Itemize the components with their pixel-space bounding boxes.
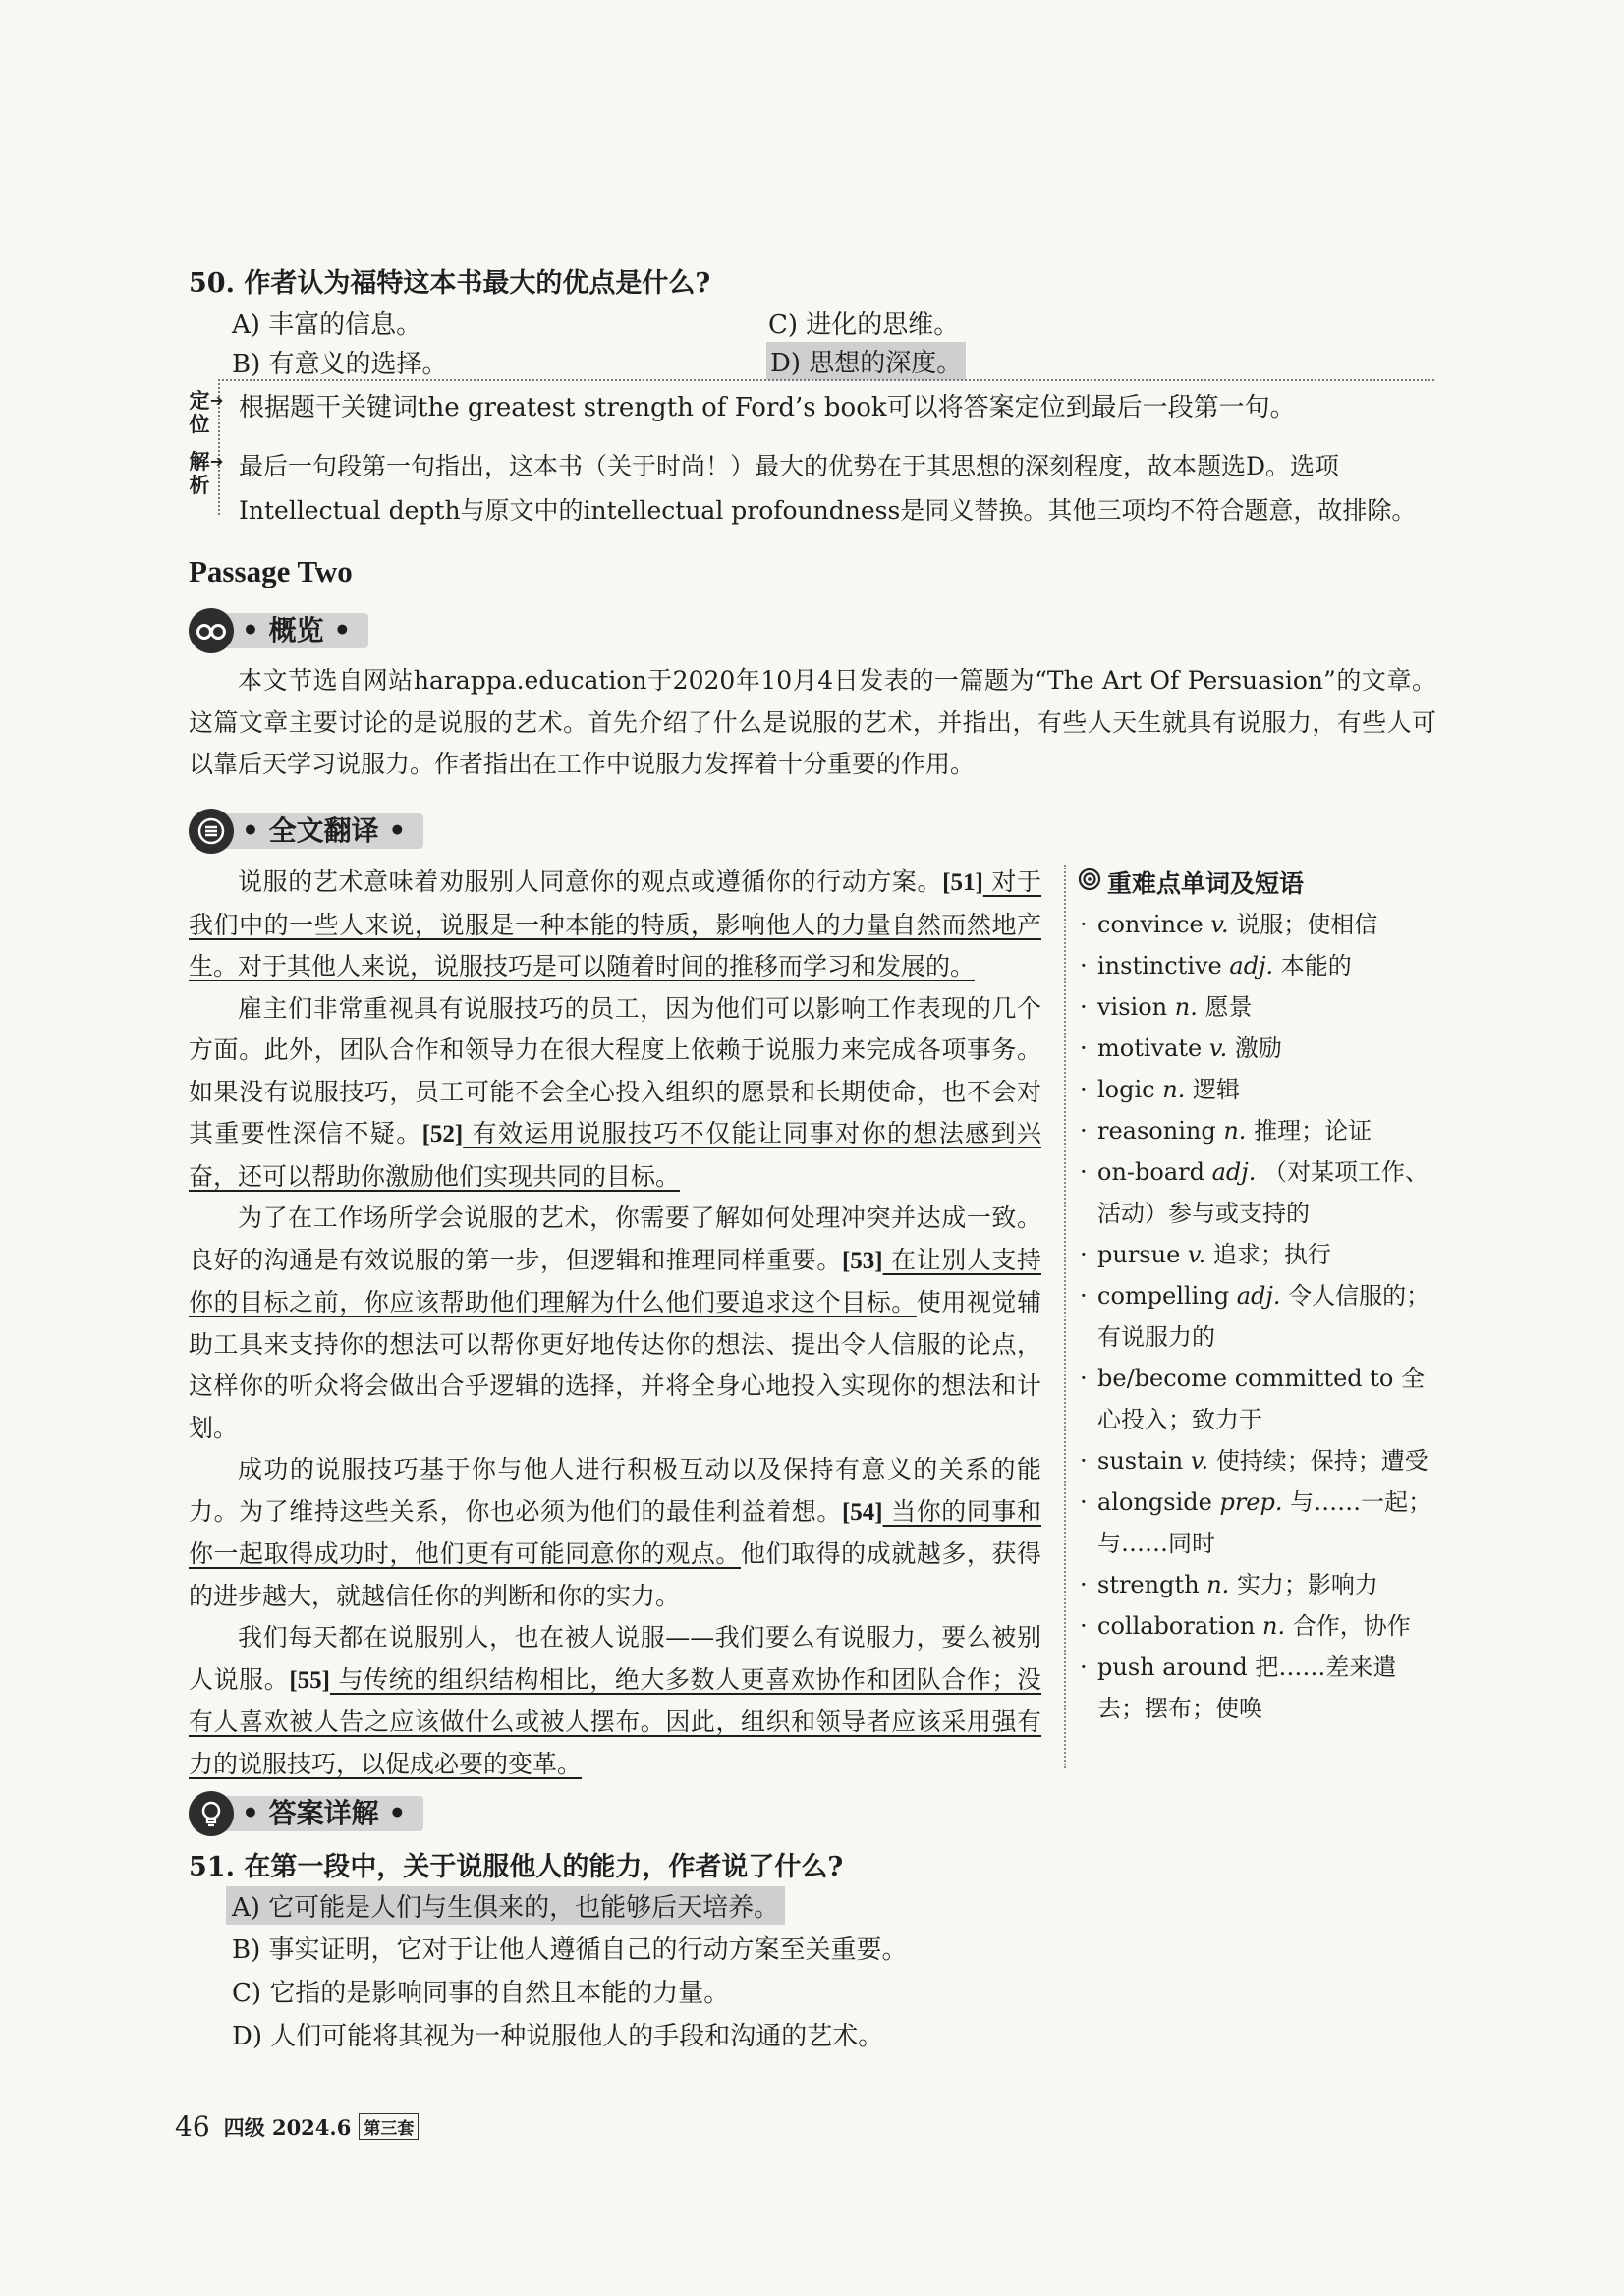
vocab-title: 重难点单词及短语 xyxy=(1078,865,1441,900)
answers-label: • 答案详解 • xyxy=(220,1796,423,1831)
vocab-item xyxy=(1078,1234,1441,1275)
vocab-item xyxy=(1078,1275,1441,1358)
vocab-meaning: 追求；执行 xyxy=(1212,1241,1331,1268)
overview-text: 本文节选自网站harappa.education于2020年10月4日发表的一篇题为“The Art Of Persuasion”的文章。这篇文章主要讨论的是说服的艺术。首先介绍了什么是说服的艺术，并指出，有些人天生就具有说服力，有些人可以靠后天学习说服力。作者指出在工作中说服力发挥着十分重要的作用。 xyxy=(189,666,1436,778)
overview-header xyxy=(189,607,368,654)
vocab-word: alongside xyxy=(1097,1488,1212,1516)
vocab-pos: v. xyxy=(1190,1447,1209,1475)
vocab-item xyxy=(1078,1482,1441,1564)
vocab-word: logic xyxy=(1097,1076,1155,1103)
vocab-item xyxy=(1078,1358,1441,1440)
analysis-top-border xyxy=(218,379,1434,381)
bullet: · xyxy=(1080,1365,1088,1392)
q51-option-a-selected: A) 它可能是人们与生俱来的，也能够后天培养。 xyxy=(226,1886,785,1925)
overview-label: • 概览 • xyxy=(220,613,368,648)
bullet: · xyxy=(1080,1282,1088,1310)
bullet: · xyxy=(1080,1571,1088,1598)
vocab-word: strength xyxy=(1097,1571,1200,1598)
vocab-item xyxy=(1078,1647,1441,1729)
vocab-word: be/become committed to xyxy=(1097,1365,1394,1392)
q50-option-d-selected: D) 思想的深度。 xyxy=(766,342,966,380)
answers-header xyxy=(189,1790,423,1837)
vocab-pos: adj. xyxy=(1236,1282,1281,1310)
vocab-pos: v. xyxy=(1187,1241,1206,1268)
bullet: · xyxy=(1080,993,1088,1021)
vocab-word: instinctive xyxy=(1097,952,1222,980)
bullet: · xyxy=(1080,1158,1088,1186)
vocab-meaning: 本能的 xyxy=(1280,952,1352,980)
translation-paragraph-5: 我们每天都在说服别人，也在被人说服——我们要么有说服力，要么被别人说服。[55] 与传统的组织结构相比，绝大多数人更喜欢协作和团队合作；没有人喜欢被人告之应该做什么或被人摆布。因此，组织和领导者应该采用强有力的说服技巧，以促成必要的变革。 xyxy=(189,1623,1041,1778)
vocab-pos: n. xyxy=(1206,1571,1230,1598)
vocab-pos: n. xyxy=(1262,1612,1286,1640)
translation-label: • 全文翻译 • xyxy=(220,813,423,849)
document-icon xyxy=(189,809,234,854)
vocab-meaning: 愿景 xyxy=(1204,993,1253,1021)
page-footer xyxy=(175,2110,419,2143)
vocab-pos: adj. xyxy=(1211,1158,1257,1186)
vocab-word: pursue xyxy=(1097,1241,1181,1268)
vocab-word: vision xyxy=(1097,993,1168,1021)
vocab-meaning: 推理；论证 xyxy=(1254,1117,1372,1145)
vocab-word: reasoning xyxy=(1097,1117,1216,1145)
vocab-pos: prep. xyxy=(1219,1488,1283,1516)
bullet: · xyxy=(1080,1612,1088,1640)
vocab-word: convince xyxy=(1097,911,1204,938)
locate-arrow-icon: ➔ xyxy=(210,391,224,410)
vocab-word: motivate xyxy=(1097,1035,1203,1062)
vocab-word: sustain xyxy=(1097,1447,1184,1475)
vocab-item xyxy=(1078,1605,1441,1647)
page-number: 46 xyxy=(175,2110,210,2143)
vocab-item xyxy=(1078,1069,1441,1110)
vocab-item xyxy=(1078,1028,1441,1069)
set-badge: 第三套 xyxy=(359,2113,419,2140)
bullet: · xyxy=(1080,1035,1088,1062)
vocab-pos: n. xyxy=(1162,1076,1186,1103)
vocab-item xyxy=(1078,1564,1441,1605)
glasses-icon xyxy=(189,608,234,653)
vocab-list xyxy=(1078,904,1441,1729)
translation-paragraph-3: 为了在工作场所学会说服的艺术，你需要了解如何处理冲突并达成一致。良好的沟通是有效说服的第一步，但逻辑和推理同样重要。[53] 在让别人支持你的目标之前，你应该帮助他们理解为什么他们要追求这个目标。使用视觉辅助工具来支持你的想法可以帮你更好地传达你的想法、提出令人信服的论点，这样你的听众将会做出合乎逻辑的选择，并将全身心地投入实现你的想法和计划。 xyxy=(189,1204,1041,1442)
translation-body xyxy=(189,862,1041,1785)
vocab-item xyxy=(1078,1151,1441,1234)
translation-header xyxy=(189,808,423,855)
vocab-pos: v. xyxy=(1208,1035,1228,1062)
bullet: · xyxy=(1080,1117,1088,1145)
bullet: · xyxy=(1080,1241,1088,1268)
vocab-item xyxy=(1078,1110,1441,1151)
exam-label: 四级 2024.6 xyxy=(223,2114,352,2140)
vocab-word: push around xyxy=(1097,1653,1248,1681)
bullet: · xyxy=(1080,1076,1088,1103)
vocab-meaning: 说服；使相信 xyxy=(1236,911,1378,938)
bullet: · xyxy=(1080,911,1088,938)
vocab-meaning: 逻辑 xyxy=(1192,1076,1240,1103)
q51-stem: 51. 在第一段中，关于说服他人的能力，作者说了什么? xyxy=(189,1852,844,1882)
bullet: · xyxy=(1080,1488,1088,1516)
bullet: · xyxy=(1080,1653,1088,1681)
vocab-word: compelling xyxy=(1097,1282,1230,1310)
q51-option-b: B) 事实证明，它对于让他人遵循自己的行动方案至关重要。 xyxy=(232,1935,908,1965)
analysis-tag: 解 析 xyxy=(189,449,210,497)
vocab-item xyxy=(1078,945,1441,986)
vocab-meaning: 使持续；保持；遭受 xyxy=(1215,1447,1428,1475)
translation-paragraph-1: 说服的艺术意味着劝服别人同意你的观点或遵循你的行动方案。[51] 对于我们中的一些人来说，说服是一种本能的特质，影响他人的力量自然而然地产生。对于其他人来说，说服技巧是可以随着时间的推移而学习和发展的。 xyxy=(189,868,1041,980)
vocab-meaning: （对某项工作、活动）参与或支持的 xyxy=(1097,1158,1429,1227)
analysis-text: 最后一句段第一句指出，这本书（关于时尚！）最大的优势在于其思想的深刻程度，故本题选D。选项 Intellectual depth与原文中的intellectual profoundness是同义替换。其他三项均不符合题意，故排除。 xyxy=(239,452,1417,525)
locate-tag: 定 位 xyxy=(189,388,210,436)
q50-option-b: B) 有意义的选择。 xyxy=(232,350,448,379)
q51-option-c: C) 它指的是影响同事的自然且本能的力量。 xyxy=(232,1979,730,2008)
passage-title: Passage Two xyxy=(189,554,353,588)
vocab-word: on-board xyxy=(1097,1158,1204,1186)
analysis-arrow-icon: ➔ xyxy=(210,452,224,471)
target-icon xyxy=(1078,868,1101,897)
vocab-meaning: 全心投入；致力于 xyxy=(1097,1365,1425,1433)
bullet: · xyxy=(1080,952,1088,980)
vocab-pos: adj. xyxy=(1229,952,1274,980)
translation-paragraph-2: 雇主们非常重视具有说服技巧的员工，因为他们可以影响工作表现的几个方面。此外，团队合作和领导力在很大程度上依赖于说服力来完成各项事务。如果没有说服技巧，员工可能不会全心投入组织的愿景和长期使命，也不会对其重要性深信不疑。[52] 有效运用说服技巧不仅能让同事对你的想法感到兴奋，还可以帮助你激励他们实现共同的目标。 xyxy=(189,993,1041,1191)
bullet: · xyxy=(1080,1447,1088,1475)
vocab-meaning: 激励 xyxy=(1234,1035,1282,1062)
vocab-meaning: 合作，协作 xyxy=(1292,1612,1411,1640)
vocab-pos: v. xyxy=(1210,911,1229,938)
vocab-meaning: 把……差来遣去；摆布；使唤 xyxy=(1097,1653,1397,1722)
vocab-meaning: 令人信服的；有说服力的 xyxy=(1097,1282,1430,1351)
lightbulb-icon xyxy=(189,1791,234,1836)
vocab-item xyxy=(1078,986,1441,1028)
vocab-item xyxy=(1078,904,1441,945)
q51-option-d: D) 人们可能将其视为一种说服他人的手段和沟通的艺术。 xyxy=(232,2022,884,2051)
q50-stem: 50. 作者认为福特这本书最大的优点是什么? xyxy=(189,268,711,299)
column-divider xyxy=(1064,865,1066,1768)
translation-paragraph-4: 成功的说服技巧基于你与他人进行积极互动以及保持有意义的关系的能力。为了维持这些关系，你也必须为他们的最佳利益着想。[54] 当你的同事和你一起取得成功时，他们更有可能同意你的观点。他们取得的成就越多，获得的进步越大，就越信任你的判断和你的实力。 xyxy=(189,1455,1041,1610)
vocab-word: collaboration xyxy=(1097,1612,1256,1640)
q50-option-c: C) 进化的思维。 xyxy=(768,310,960,340)
vocab-pos: n. xyxy=(1174,993,1198,1021)
vocab-meaning: 与……一起；与……同时 xyxy=(1097,1488,1432,1557)
locate-text: 根据题干关键词the greatest strength of Ford’s book可以将答案定位到最后一段第一句。 xyxy=(239,393,1296,422)
vocab-panel xyxy=(1078,865,1441,1729)
vocab-meaning: 实力；影响力 xyxy=(1236,1571,1378,1598)
vocab-item xyxy=(1078,1440,1441,1482)
q50-option-a: A) 丰富的信息。 xyxy=(232,310,422,340)
vocab-pos: n. xyxy=(1223,1117,1247,1145)
